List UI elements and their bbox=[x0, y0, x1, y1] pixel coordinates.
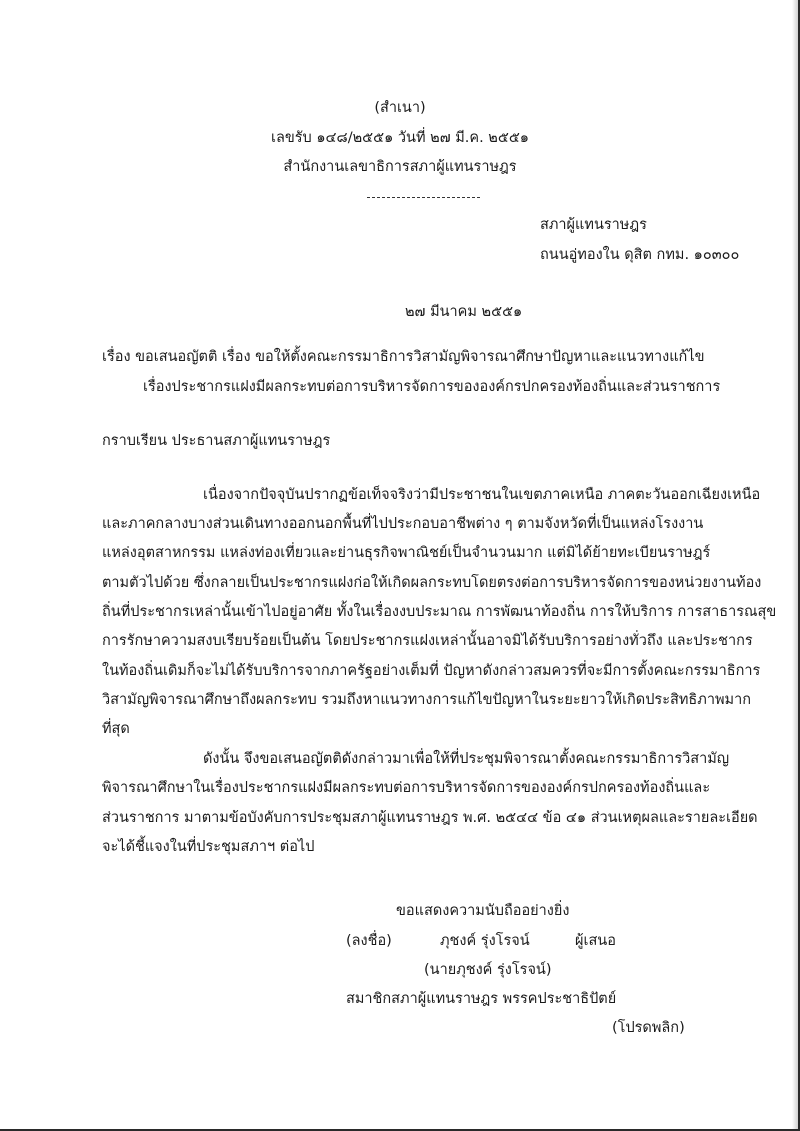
paragraph-line: ดังนั้น จึงขอเสนอญัตติดังกล่าวมาเพื่อให้ที่ประชุมพิจารณาตั้งคณะกรรมาธิการวิสามัญ bbox=[203, 751, 730, 767]
signature: ภุชงค์ รุ่งโรจน์ bbox=[440, 933, 530, 949]
paragraph-line: ตามตัวไปด้วย ซึ่งกลายเป็นประชากรแฝงก่อให้เกิดผลกระทบโดยตรงต่อการบริหารจัดการของหน่วยงานท้อง bbox=[102, 575, 762, 591]
subject-line-2: เรื่องประชากรแฝงมีผลกระทบต่อการบริหารจัดการขององค์กรปกครองท้องถิ่นและส่วนราชการ bbox=[143, 379, 721, 395]
paragraph-line: จะได้ชี้แจงในที่ประชุมสภาฯ ต่อไป bbox=[102, 839, 315, 855]
paragraph-line: พิจารณาศึกษาในเรื่องประชากรแฝงมีผลกระทบต่อการบริหารจัดการขององค์กรปกครองท้องถิ่นและ bbox=[102, 780, 711, 796]
office-name: สำนักงานเลขาธิการสภาผู้แทนราษฎร bbox=[283, 159, 517, 175]
paragraph-line: วิสามัญพิจารณาศึกษาถึงผลกระทบ รวมถึงหาแนวทางการแก้ไขปัญหาในระยะยาวให้เกิดประสิทธิภาพมาก bbox=[102, 692, 752, 708]
paragraph-line: ในท้องถิ่นเดิมก็จะไม่ได้รับบริการจากภาครัฐอย่างเต็มที่ ปัญหาดังกล่าวสมควรที่จะมีการตั้งคณะกรรมาธิการ bbox=[102, 663, 761, 679]
receipt-line: เลขรับ ๑๔๘/๒๕๕๑ วันที่ ๒๗ มี.ค. ๒๕๕๑ bbox=[270, 130, 529, 146]
separator-line bbox=[367, 197, 480, 198]
copy-mark: (สำเนา) bbox=[374, 100, 426, 116]
signer-position: สมาชิกสภาผู้แทนราษฎร พรรคประชาธิปัตย์ bbox=[346, 991, 617, 1007]
subject-line-1: เรื่อง ขอเสนอญัตติ เรื่อง ขอให้ตั้งคณะกรรมาธิการวิสามัญพิจารณาศึกษาปัญหาและแนวทางแก้ไข bbox=[102, 349, 705, 365]
address-line-2: ถนนอู่ทองใน ดุสิต กทม. ๑๐๓๐๐ bbox=[540, 247, 740, 263]
address-line-1: สภาผู้แทนราษฎร bbox=[540, 217, 647, 233]
paragraph-line: ที่สุด bbox=[102, 721, 130, 737]
paragraph-line: ส่วนราชการ มาตามข้อบังคับการประชุมสภาผู้แทนราษฎร พ.ศ. ๒๕๔๔ ข้อ ๔๑ ส่วนเหตุผลและรายละเอียด bbox=[102, 810, 758, 826]
printed-name: (นายภุชงค์ รุ่งโรจน์) bbox=[424, 962, 552, 978]
paragraph-line: การรักษาความสงบเรียบร้อยเป็นต้น โดยประชากรแฝงเหล่านั้นอาจมิได้รับบริการอย่างทั่วถึง และประชากร bbox=[102, 633, 753, 649]
closing-regards: ขอแสดงความนับถืออย่างยิ่ง bbox=[396, 903, 570, 919]
turn-over-note: (โปรดพลิก) bbox=[612, 1020, 685, 1036]
document-date: ๒๗ มีนาคม ๒๕๕๑ bbox=[405, 304, 523, 320]
paragraph-line: และภาคกลางบางส่วนเดินทางออกนอกพื้นที่ไปประกอบอาชีพต่าง ๆ ตามจังหวัดที่เป็นแหล่งโรงงาน bbox=[102, 516, 704, 532]
paragraph-line: ถิ่นที่ประชากรเหล่านั้นเข้าไปอยู่อาศัย ทั้งในเรื่องงบประมาณ การพัฒนาท้องถิ่น การให้บริการ การสาธารณสุข bbox=[102, 604, 777, 620]
signer-role: ผู้เสนอ bbox=[575, 933, 616, 949]
sign-label: (ลงชื่อ) bbox=[346, 933, 392, 949]
salutation: กราบเรียน ประธานสภาผู้แทนราษฎร bbox=[102, 433, 331, 449]
paragraph-line: เนื่องจากปัจจุบันปรากฏข้อเท็จจริงว่ามีประชาชนในเขตภาคเหนือ ภาคตะวันออกเฉียงเหนือ bbox=[203, 487, 761, 503]
paragraph-line: แหล่งอุตสาหกรรม แหล่งท่องเที่ยวและย่านธุรกิจพาณิชย์เป็นจำนวนมาก แต่มิได้ย้ายทะเบียนราษฎร์ bbox=[102, 545, 711, 561]
